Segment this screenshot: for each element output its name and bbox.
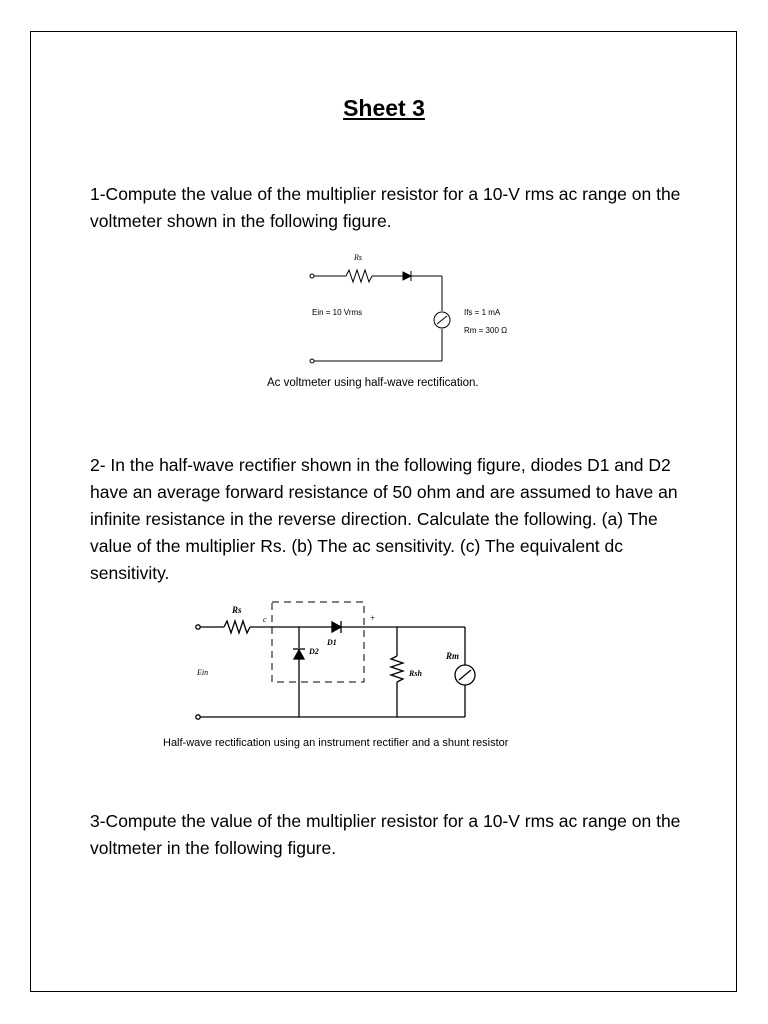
fig2-label-ein: Ein [197, 668, 209, 677]
fig1-terminal-bottom [310, 359, 314, 363]
fig1-terminal-top [310, 274, 314, 278]
fig2-resistor-rsh [391, 656, 403, 682]
fig1-label-rs: Rs [354, 253, 362, 262]
fig2-resistor-rs [224, 621, 250, 633]
fig1-label-ein: Ein = 10 Vrms [312, 308, 363, 317]
fig2-terminal-bottom [196, 715, 200, 719]
fig2-label-rs: Rs [232, 605, 242, 615]
fig2-diode-d1 [332, 622, 341, 632]
fig2-label-d1: D1 [327, 638, 337, 647]
fig2-label-d2: D2 [309, 647, 319, 656]
fig1-diode [403, 272, 411, 280]
sheet-title: Sheet 3 [343, 95, 425, 121]
fig2-terminal-top [196, 625, 200, 629]
figure-2-caption: Half-wave rectification using an instrument rectifier and a shunt resistor [163, 737, 509, 749]
fig1-resistor-rs [346, 270, 372, 282]
fig2-label-plus: + [370, 613, 376, 623]
figure-1-caption: Ac voltmeter using half-wave rectification. [267, 377, 479, 389]
fig1-label-rm: Rm = 300 Ω [464, 326, 508, 335]
figure-2-circuit [190, 598, 490, 726]
fig2-label-c: c [263, 615, 267, 624]
question-1-text: 1-Compute the value of the multiplier resistor for a 10-V rms ac range on the voltmeter shown in the following figure. [90, 184, 681, 231]
question-2-text: 2- In the half-wave rectifier shown in the following figure, diodes D1 and D2 have an average forward resistance of 50 ohm and are assumed to have an infinite resistance in the reverse direction. Calculate the following. (a) The value of the multiplier Rs. (b) The ac sensitivity. (c) The equivalent dc sensitivity. [90, 455, 678, 583]
fig2-diode-d2 [294, 650, 304, 659]
fig2-label-rm: Rm [446, 651, 460, 661]
fig2-rectifier-box [272, 602, 364, 682]
figure-1-circuit [300, 248, 540, 373]
fig1-label-ifs: Ifs = 1 mA [464, 308, 501, 317]
fig2-label-rsh: Rsh [409, 669, 422, 678]
question-3-text: 3-Compute the value of the multiplier resistor for a 10-V rms ac range on the voltmeter in the following figure. [90, 811, 681, 858]
